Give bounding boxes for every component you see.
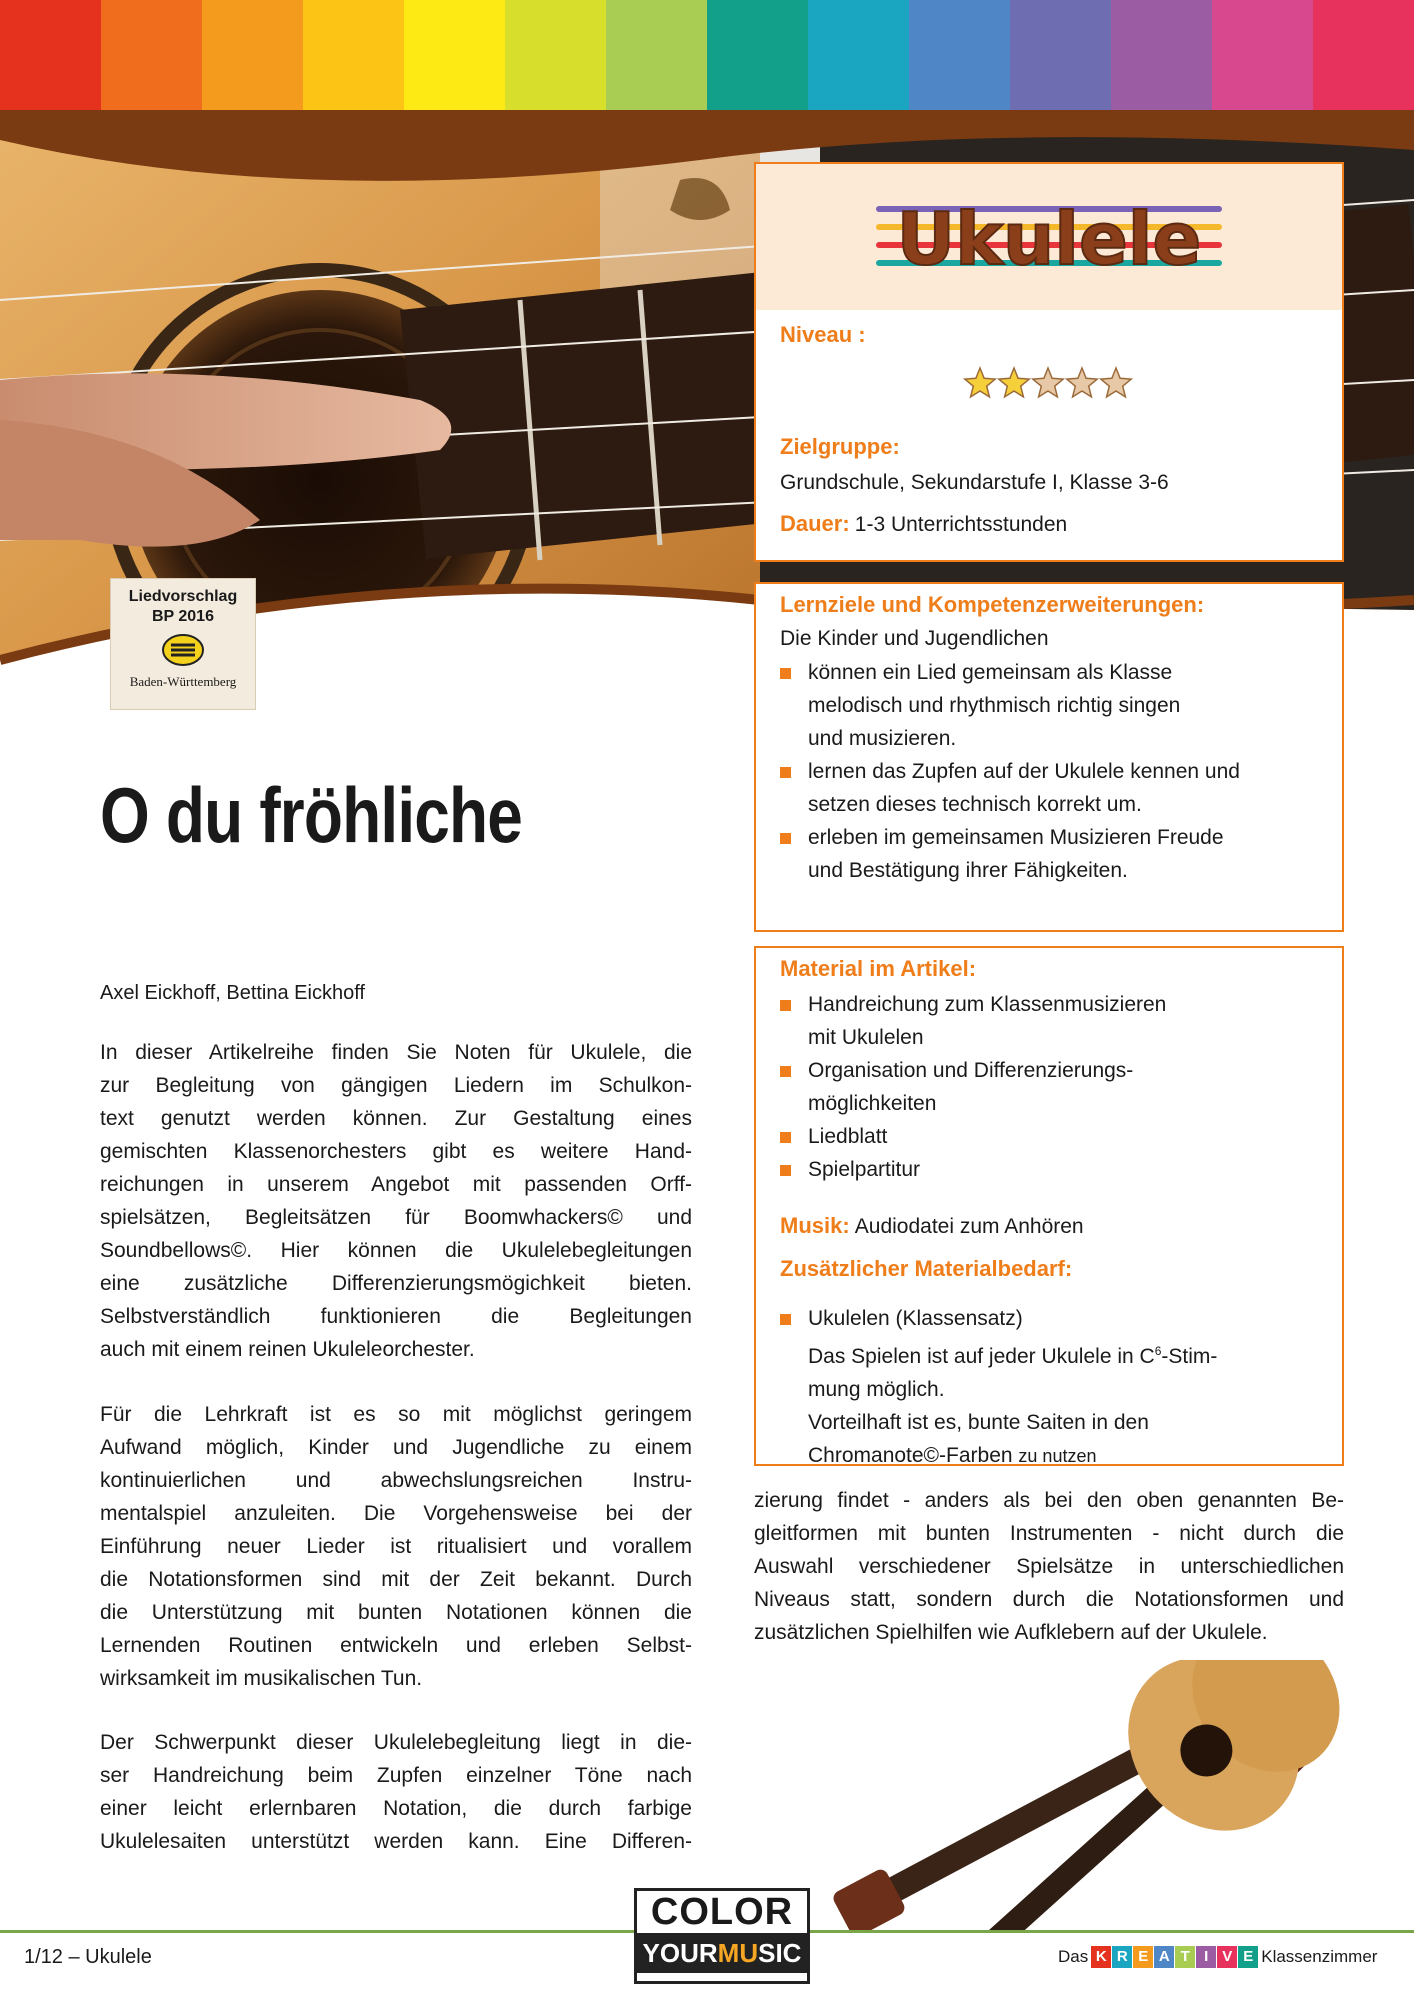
dauer-label: Dauer: — [780, 511, 850, 536]
liedvorschlag-badge — [110, 578, 256, 710]
color-your-music-logo — [634, 1888, 810, 1984]
list-item — [780, 1302, 1320, 1473]
rainbow-segment — [808, 0, 909, 110]
text-line: mentalspiel anzuleiten. Die Vorgehensweise bei der — [100, 1502, 692, 1525]
list-item-line: mit Ukulelen — [808, 1026, 924, 1049]
text-line: Lernenden Routinen entwickeln und erleben Selbst- — [100, 1634, 692, 1657]
star-empty-icon — [1101, 368, 1131, 397]
text-line: Der Schwerpunkt dieser Ukulelebegleitung liegt in die- — [100, 1731, 692, 1754]
kz-suffix: Klassenzimmer — [1261, 1947, 1378, 1966]
zusatz-line5a: Chromanote©-Farben — [808, 1444, 1013, 1467]
rainbow-segment — [505, 0, 606, 110]
text-line: Auswahl verschiedener Spielsätze in unterschiedlichen — [754, 1555, 1344, 1578]
cym-line1: COLOR — [650, 1891, 794, 1933]
rainbow-segment — [1313, 0, 1414, 110]
kz-letter: E — [1238, 1946, 1258, 1968]
authors: Axel Eickhoff, Bettina Eickhoff — [100, 982, 365, 1004]
text-line: Niveaus statt, sondern durch die Notationsformen und — [754, 1588, 1344, 1611]
text-line: auch mit einem reinen Ukuleleorchester. — [100, 1338, 475, 1361]
lernziele-heading: Lernziele und Kompetenzerweiterungen: — [780, 592, 1205, 617]
list-item — [780, 1054, 1320, 1120]
kreative-klassenzimmer-logo — [1058, 1946, 1377, 1968]
list-item — [780, 821, 1320, 887]
kz-prefix: Das — [1058, 1947, 1089, 1966]
ukulele-logo-graphic — [756, 164, 1342, 310]
kz-letter: T — [1175, 1946, 1195, 1968]
list-item — [780, 656, 1320, 755]
rainbow-segment — [707, 0, 808, 110]
zusatz-sup: 6 — [1154, 1344, 1162, 1358]
list-item-line: Liedblatt — [808, 1125, 888, 1148]
paragraph-2 — [100, 1398, 692, 1695]
text-line: Einführung neuer Lieder ist ritualisiert und vorallem — [100, 1535, 692, 1558]
paragraph-1 — [100, 1036, 692, 1366]
text-line: Selbstverständlich funktionieren die Begleitungen — [100, 1305, 692, 1328]
paragraph-continuation — [754, 1484, 1344, 1649]
rainbow-segment — [1212, 0, 1313, 110]
rainbow-segment — [0, 0, 101, 110]
list-item-line: Handreichung zum Klassenmusizieren — [808, 993, 1167, 1016]
star-filled-icon — [965, 368, 995, 397]
rainbow-segment — [1010, 0, 1111, 110]
text-line: text genutzt werden können. Zur Gestaltung eines — [100, 1107, 692, 1130]
kz-letter: I — [1196, 1946, 1216, 1968]
text-line: eine zusätzliche Differenzierungsmögichkeit bieten. — [100, 1272, 692, 1295]
page-title: O du fröhliche — [100, 771, 523, 859]
niveau-label: Niveau : — [780, 322, 866, 347]
zusatz-line1: Ukulelen (Klassensatz) — [808, 1307, 1023, 1330]
text-line: zur Begleitung von gängigen Liedern im Schulkon- — [100, 1074, 692, 1097]
kz-letter: V — [1217, 1946, 1237, 1968]
page-indicator: 1/12 – Ukulele — [24, 1946, 152, 1968]
material-box — [754, 946, 1344, 1466]
list-item-line: und Bestätigung ihrer Fähigkeiten. — [808, 859, 1128, 882]
kz-letter: A — [1154, 1946, 1174, 1968]
list-item-line: erleben im gemeinsamen Musizieren Freude — [808, 826, 1224, 849]
list-item — [780, 755, 1320, 821]
text-line: In dieser Artikelreihe finden Sie Noten für Ukulele, die — [100, 1041, 692, 1064]
list-item-line: setzen dieses technisch korrekt um. — [808, 793, 1142, 816]
rainbow-segment — [909, 0, 1010, 110]
list-item — [780, 1120, 1320, 1153]
rainbow-segment — [606, 0, 707, 110]
rainbow-segment — [1111, 0, 1212, 110]
kz-letter: K — [1091, 1946, 1111, 1968]
list-item-line: können ein Lied gemeinsam als Klasse — [808, 661, 1173, 684]
text-line: Aufwand möglich, Kinder und Jugendliche zu einem — [100, 1436, 692, 1459]
text-line: reichungen in unserem Angebot mit passenden Orff- — [100, 1173, 692, 1196]
kz-letter: R — [1112, 1946, 1132, 1968]
logo-text: Ukulele — [896, 197, 1202, 281]
text-line: die Unterstützung mit bunten Notationen können die — [100, 1601, 692, 1624]
star-empty-icon — [1033, 368, 1063, 397]
zusatz-line2b: -Stim- — [1161, 1345, 1218, 1368]
kz-letters — [1091, 1946, 1258, 1968]
material-list — [780, 988, 1320, 1186]
badge-line1: Liedvorschlag — [128, 588, 238, 605]
text-line: zusätzlichen Spielhilfen wie Aufklebern auf der Ukulele. — [754, 1621, 1268, 1644]
text-line: gleitformen mit bunten Instrumenten - nicht durch die — [754, 1522, 1344, 1545]
zusatz-line2a: Das Spielen ist auf jeder Ukulele in C — [808, 1345, 1155, 1368]
badge-line3: Baden-Württemberg — [129, 674, 237, 689]
cym-line2 — [637, 1933, 807, 1973]
lernziele-intro: Die Kinder und Jugendlichen — [780, 627, 1049, 650]
star-filled-icon — [999, 368, 1029, 397]
list-item-line: melodisch und rhythmisch richtig singen — [808, 694, 1181, 717]
list-item-line: und musizieren. — [808, 727, 957, 750]
list-item-line: Spielpartitur — [808, 1158, 921, 1181]
ukulele-logo — [756, 164, 1342, 310]
text-line: Für die Lehrkraft ist es so mit möglichst geringem — [100, 1403, 692, 1426]
zielgruppe-label: Zielgruppe: — [780, 434, 900, 459]
text-line: gemischten Klassenorchesters gibt es weitere Hand- — [100, 1140, 692, 1163]
material-heading: Material im Artikel: — [780, 956, 977, 981]
zusatz-heading: Zusätzlicher Materialbedarf: — [780, 1256, 1073, 1281]
list-item — [780, 1153, 1320, 1186]
text-line: die Notationsformen sind mit der Zeit bekannt. Durch — [100, 1568, 692, 1591]
rainbow-segment — [202, 0, 303, 110]
kz-letter: E — [1133, 1946, 1153, 1968]
badge-line2: BP 2016 — [152, 608, 214, 625]
ukulele-instruments-illustration — [800, 1660, 1360, 1930]
list-item-line: Organisation und Differenzierungs- — [808, 1059, 1134, 1082]
coat-of-arms-icon — [161, 633, 205, 667]
rainbow-segment — [404, 0, 505, 110]
zusatz-list — [780, 1302, 1320, 1473]
text-line: zierung findet - anders als bei den oben genannten Be- — [754, 1489, 1344, 1512]
zusatz-line3: mung möglich. — [808, 1378, 945, 1401]
musik-label: Musik: — [780, 1213, 850, 1238]
text-line: einer leicht erlernbaren Notation, die durch farbige — [100, 1797, 692, 1820]
rainbow-segment — [101, 0, 202, 110]
list-item-line: möglichkeiten — [808, 1092, 937, 1115]
dauer-value: 1-3 Unterrichtsstunden — [854, 513, 1068, 536]
musik-row — [780, 1210, 1084, 1243]
zusatz-line5b: zu nutzen — [1018, 1446, 1097, 1466]
info-box — [754, 162, 1344, 562]
text-line: kontinuierlichen und abwechslungsreichen Instru- — [100, 1469, 692, 1492]
star-empty-icon — [1067, 368, 1097, 397]
list-item-line: lernen das Zupfen auf der Ukulele kennen und — [808, 760, 1240, 783]
musik-value: Audiodatei zum Anhören — [854, 1215, 1084, 1238]
list-item — [780, 988, 1320, 1054]
text-line: Soundbellows©. Hier können die Ukulelebegleitungen — [100, 1239, 692, 1262]
text-line: Ukulelesaiten unterstützt werden kann. Eine Differen- — [100, 1830, 692, 1853]
zusatz-line4: Vorteilhaft ist es, bunte Saiten in den — [808, 1411, 1149, 1434]
dauer-row — [780, 508, 1067, 541]
lernziele-list — [780, 656, 1320, 887]
cym-line2b: MU — [717, 1938, 759, 1968]
lernziele-box — [754, 582, 1344, 932]
cym-line2c: SIC — [758, 1938, 802, 1968]
difficulty-rating — [962, 364, 1142, 404]
paragraph-3 — [100, 1726, 692, 1858]
text-line: ser Handreichung beim Zupfen einzelner Töne nach — [100, 1764, 692, 1787]
rainbow-color-strip — [0, 0, 1414, 110]
rainbow-segment — [303, 0, 404, 110]
text-line: spielsätzen, Begleitsätzen für Boomwhackers© und — [100, 1206, 692, 1229]
zielgruppe-value: Grundschule, Sekundarstufe I, Klasse 3-6 — [780, 471, 1169, 494]
text-line: wirksamkeit im musikalischen Tun. — [100, 1667, 423, 1690]
cym-line2a: YOUR — [642, 1938, 718, 1968]
